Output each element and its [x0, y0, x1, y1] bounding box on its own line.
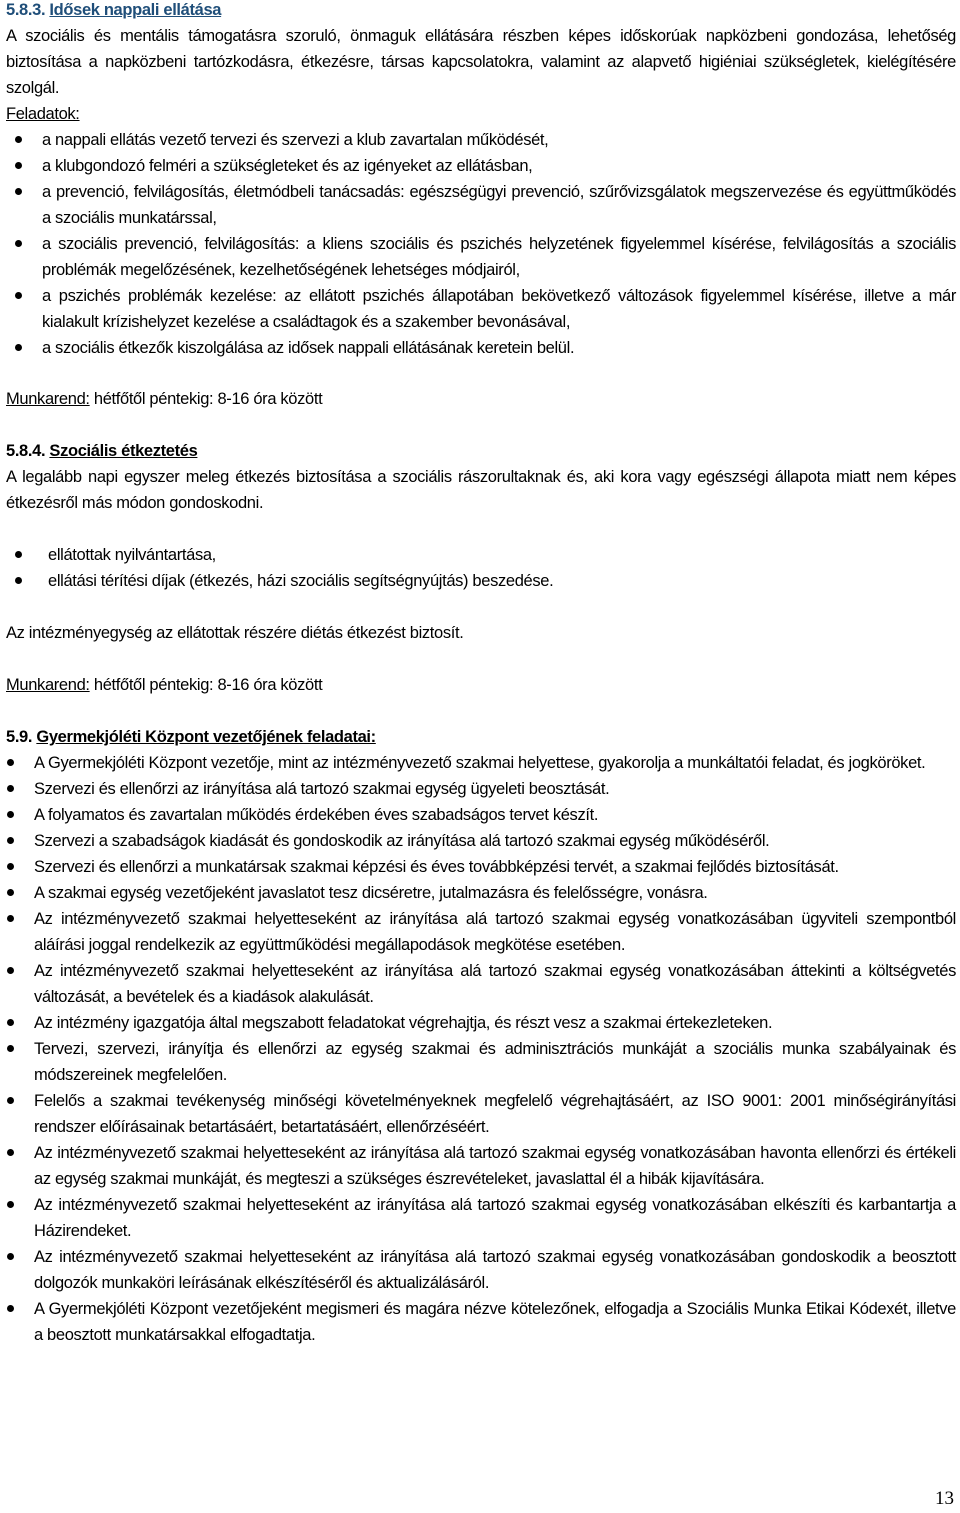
- schedule-text: hétfőtől péntekig: 8-16 óra között: [93, 390, 323, 408]
- bullet-icon: [7, 1201, 14, 1208]
- section-number: 5.8.4.: [6, 442, 46, 460]
- section-intro: A legalább napi egyszer meleg étkezés biztosítása a szociális rászorultaknak és, aki kora vagy egészségi állapota miatt nem képes étkezésről más módon gondoskodni.: [6, 468, 956, 512]
- list-item: a klubgondozó felméri a szükségleteket és az igényeket az ellátásban,: [42, 153, 956, 179]
- schedule-label: Munkarend:: [6, 676, 90, 694]
- bullet-icon: [15, 162, 22, 169]
- bullet-icon: [7, 759, 14, 766]
- bullet-icon: [7, 785, 14, 792]
- list-item: a szociális étkezők kiszolgálása az idősek nappali ellátásának keretein belül.: [42, 335, 956, 361]
- schedule-text: hétfőtől péntekig: 8-16 óra között: [93, 676, 323, 694]
- list-item: Az intézményvezető szakmai helyetteseként az irányítása alá tartozó szakmai egység vonatkozásában áttekinti a költségvetés változását, a bevételek és a kiadások alakulását.: [34, 958, 956, 1010]
- list-item: a prevenció, felvilágosítás, életmódbeli tanácsadás: egészségügyi prevenció, szűrővizsgálatok megszervezése és együttműködés a szociális munkatárssal,: [42, 179, 956, 231]
- bullet-icon: [7, 1305, 14, 1312]
- document-page: [6, 0, 956, 1348]
- tasks-label-line: [6, 101, 956, 127]
- schedule-label: Munkarend:: [6, 390, 90, 408]
- bullet-icon: [7, 811, 14, 818]
- list-item: a nappali ellátás vezető tervezi és szervezi a klub zavartalan működését,: [42, 127, 956, 153]
- section-heading-5-8-4: [6, 438, 956, 464]
- list-item: Az intézményvezető szakmai helyetteseként az irányítása alá tartozó szakmai egység vonatkozásában elkészíti és karbantartja a Házirendeket.: [34, 1192, 956, 1244]
- tasks-label: Feladatok:: [6, 105, 80, 123]
- list-item: A Gyermekjóléti Központ vezetőjeként megismeri és magára nézve kötelezőnek, elfogadja a Szociális Munka Etikai Kódexét, illetve a beosztott munkatársakkal elfogadtatja.: [34, 1296, 956, 1348]
- list-item: Tervezi, szervezi, irányítja és ellenőrzi az egység szakmai és adminisztrációs munkáját a szociális munka szabályainak és módszereinek megfelelően.: [34, 1036, 956, 1088]
- bullet-icon: [15, 292, 22, 299]
- list-item: A Gyermekjóléti Központ vezetője, mint az intézményvezető szakmai helyettese, gyakorolja a munkáltatói feladat, és jogköröket.: [34, 750, 956, 776]
- section-number: 5.8.3.: [6, 1, 46, 19]
- duties-list: [6, 750, 956, 1348]
- bullet-icon: [7, 1253, 14, 1260]
- list-item: ellátási térítési díjak (étkezés, házi szociális segítségnyújtás) beszedése.: [48, 568, 956, 594]
- list-item: A folyamatos és zavartalan működés érdekében éves szabadságos tervet készít.: [34, 802, 956, 828]
- bullet-icon: [15, 344, 22, 351]
- list-item: a pszichés problémák kezelése: az ellátott pszichés állapotában bekövetkező változások figyelemmel kísérése, illetve a már kialakult krízishelyzet kezelése a családtagok és a szakember bevonásával,: [42, 283, 956, 335]
- bullet-icon: [15, 240, 22, 247]
- bullet-icon: [7, 1149, 14, 1156]
- bullet-icon: [7, 1045, 14, 1052]
- bullet-icon: [15, 188, 22, 195]
- list-item: Szervezi és ellenőrzi a munkatársak szakmai képzési és éves továbbképzési tervét, a szakmai fejlődés biztosítását.: [34, 854, 956, 880]
- section-title: Szociális étkeztetés: [49, 442, 198, 460]
- list-item: a szociális prevenció, felvilágosítás: a kliens szociális és pszichés helyzetének figyelemmel kísérése, felvilágosítás a szociális problémák megelőzésének, kezelhetőségének lehetséges módjairól,: [42, 231, 956, 283]
- bullet-icon: [7, 863, 14, 870]
- section-heading-5-9: [6, 724, 956, 750]
- bullet-icon: [15, 551, 22, 558]
- bullet-icon: [7, 915, 14, 922]
- bullet-icon: [15, 577, 22, 584]
- list-item: ellátottak nyilvántartása,: [48, 542, 956, 568]
- bullet-icon: [7, 889, 14, 896]
- bullet-icon: [15, 136, 22, 143]
- section-heading-5-8-3: [6, 0, 956, 23]
- list-item: Az intézményvezető szakmai helyetteseként az irányítása alá tartozó szakmai egység vonatkozásában ügyviteli szempontból aláírási joggal rendelkezik az együttműködési megállapodások megkötése esetében.: [34, 906, 956, 958]
- list-item: Felelős a szakmai tevékenység minőségi követelményeknek megfelelő végrehajtásáért, az ISO 9001: 2001 minőségirányítási rendszer előírásainak betartásáért, betartatásáért, ellenőrzéséért.: [34, 1088, 956, 1140]
- list-item: Az intézményvezető szakmai helyetteseként az irányítása alá tartozó szakmai egység vonatkozásában havonta ellenőrzi és értékeli az egység szakmai munkáját, és megteszi a szükséges észrevételeket, javaslattal él a hibák kijavítására.: [34, 1140, 956, 1192]
- page-number: 13: [935, 1488, 954, 1509]
- list-item: Az intézmény igazgatója által megszabott feladatokat végrehajtja, és részt vesz a szakmai értekezleteken.: [34, 1010, 956, 1036]
- bullet-icon: [7, 1019, 14, 1026]
- list-item: Szervezi és ellenőrzi az irányítása alá tartozó szakmai egység ügyeleti beosztását.: [34, 776, 956, 802]
- section-intro: A szociális és mentális támogatásra szoruló, önmaguk ellátására részben képes időskorúak napközbeni gondozása, lehetőség biztosítása a napközbeni tartózkodásra, étkezésre, társas kapcsolatokra, valamint az alapvető higiéniai szükségletek, kielégítésére szolgál.: [6, 27, 956, 97]
- schedule-line: [6, 672, 956, 698]
- tasks-list: [6, 127, 956, 361]
- section-number: 5.9.: [6, 728, 33, 746]
- bullet-icon: [7, 1097, 14, 1104]
- bullet-icon: [7, 837, 14, 844]
- meals-list: [6, 542, 956, 594]
- schedule-line: [6, 386, 956, 412]
- list-item: A szakmai egység vezetőjeként javaslatot tesz dicséretre, jutalmazásra és felelősségre, vonásra.: [34, 880, 956, 906]
- bullet-icon: [7, 967, 14, 974]
- section-title: Gyermekjóléti Központ vezetőjének feladatai:: [36, 728, 376, 746]
- list-item: Az intézményvezető szakmai helyetteseként az irányítása alá tartozó szakmai egység vonatkozásában gondoskodik a beosztott dolgozók munkaköri leírásának elkészítéséről és aktualizálásáról.: [34, 1244, 956, 1296]
- list-item: Szervezi a szabadságok kiadását és gondoskodik az irányítása alá tartozó szakmai egység működéséről.: [34, 828, 956, 854]
- diet-statement: Az intézményegység az ellátottak részére diétás étkezést biztosít.: [6, 624, 464, 642]
- section-title: Idősek nappali ellátása: [49, 1, 222, 19]
